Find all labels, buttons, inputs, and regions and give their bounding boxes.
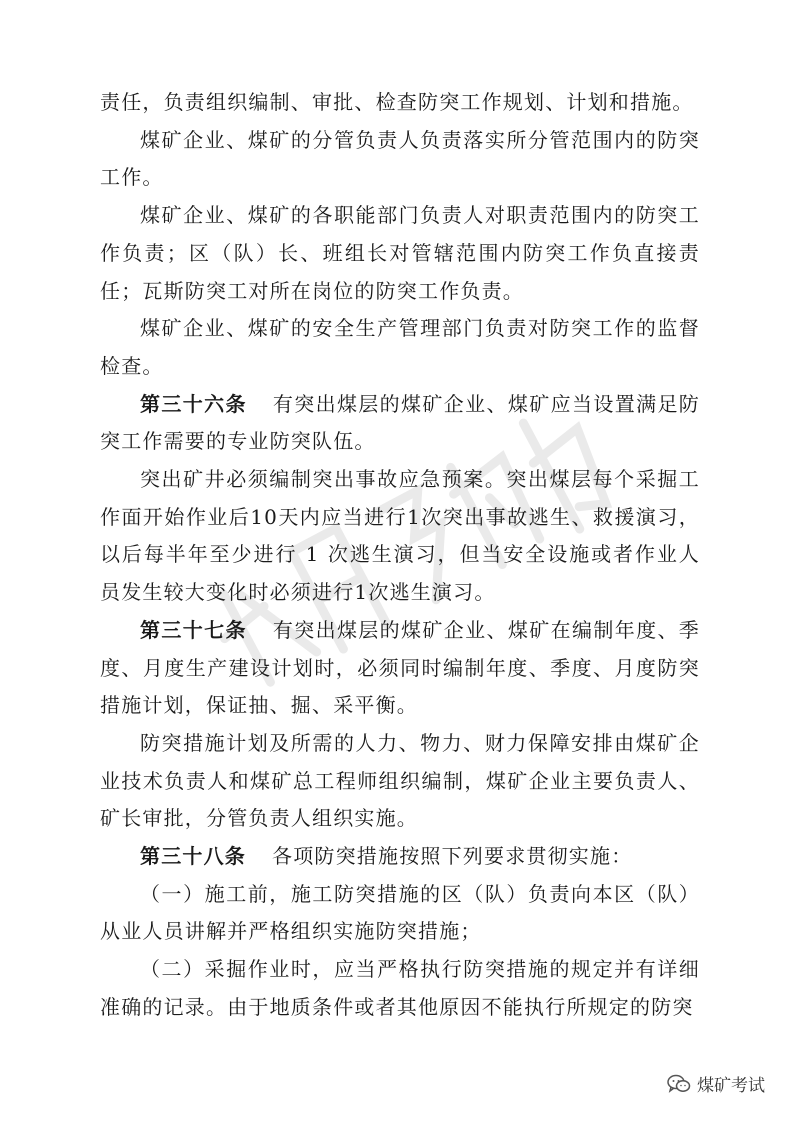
paragraph-text: 各项防突措施按照下列要求贯彻实施：	[272, 844, 633, 869]
article-heading: 第三十八条	[140, 844, 246, 869]
article-heading: 第三十七条	[140, 617, 247, 642]
paragraph-text: 煤矿企业、煤矿的安全生产管理部门负责对防突工作的监督检查。	[100, 316, 700, 378]
document-body	[100, 84, 700, 1027]
wechat-icon	[667, 1074, 691, 1094]
paragraph	[100, 84, 700, 122]
paragraph-text: （一）施工前，施工防突措施的区（队）负责向本区（队）从业人员讲解并严格组织实施防突措施；	[100, 881, 700, 944]
paragraph-text: 防突措施计划及所需的人力、物力、财力保障安排由煤矿企业技术负责人和煤矿总工程师组织编制，煤矿企业主要负责人、矿长审批，分管负责人组织实施。	[100, 730, 700, 831]
paragraph	[100, 122, 700, 197]
paragraph-text: 有突出煤层的煤矿企业、煤矿在编制年度、季度、月度生产建设计划时，必须同时编制年度、季度、月度防突措施计划，保证抽、掘、采平衡。	[100, 617, 701, 718]
paragraph	[100, 461, 700, 612]
article-paragraph	[100, 612, 700, 725]
footer-brand	[667, 1071, 765, 1096]
paragraph-text: （二）采掘作业时，应当严格执行防突措施的规定并有详细准确的记录。由于地质条件或者其他原因不能执行所规定的防突	[100, 957, 700, 1019]
paragraph-text: 责任，负责组织编制、审批、检查防突工作规划、计划和措施。	[100, 90, 694, 114]
paragraph-text: 煤矿企业、煤矿的分管负责人负责落实所分管范围内的防突工作。	[100, 127, 700, 190]
article-paragraph	[100, 386, 700, 461]
brand-name: 煤矿考试	[697, 1076, 765, 1096]
paragraph-text: 煤矿企业、煤矿的各职能部门负责人对职责范围内的防突工作负责；区（队）长、班组长对管辖范围内防突工作负直接责任；瓦斯防突工对所在岗位的防突工作负责。	[100, 203, 700, 303]
paragraph	[100, 951, 700, 1026]
paragraph-text: 有突出煤层的煤矿企业、煤矿应当设置满足防突工作需要的专业防突队伍。	[100, 391, 701, 454]
article-paragraph	[100, 838, 700, 876]
article-heading: 第三十六条	[140, 391, 247, 416]
paragraph	[100, 725, 700, 838]
paragraph	[100, 197, 700, 310]
paragraph	[100, 310, 700, 385]
paragraph	[100, 876, 700, 951]
paragraph-text: 突出矿井必须编制突出事故应急预案。突出煤层每个采掘工作面开始作业后10天内应当进行1次突出事故逃生、救援演习，以后每半年至少进行 1 次逃生演习，但当安全设施或者作业人员发生较大变化时必须进行1次逃生演习。	[100, 467, 700, 605]
